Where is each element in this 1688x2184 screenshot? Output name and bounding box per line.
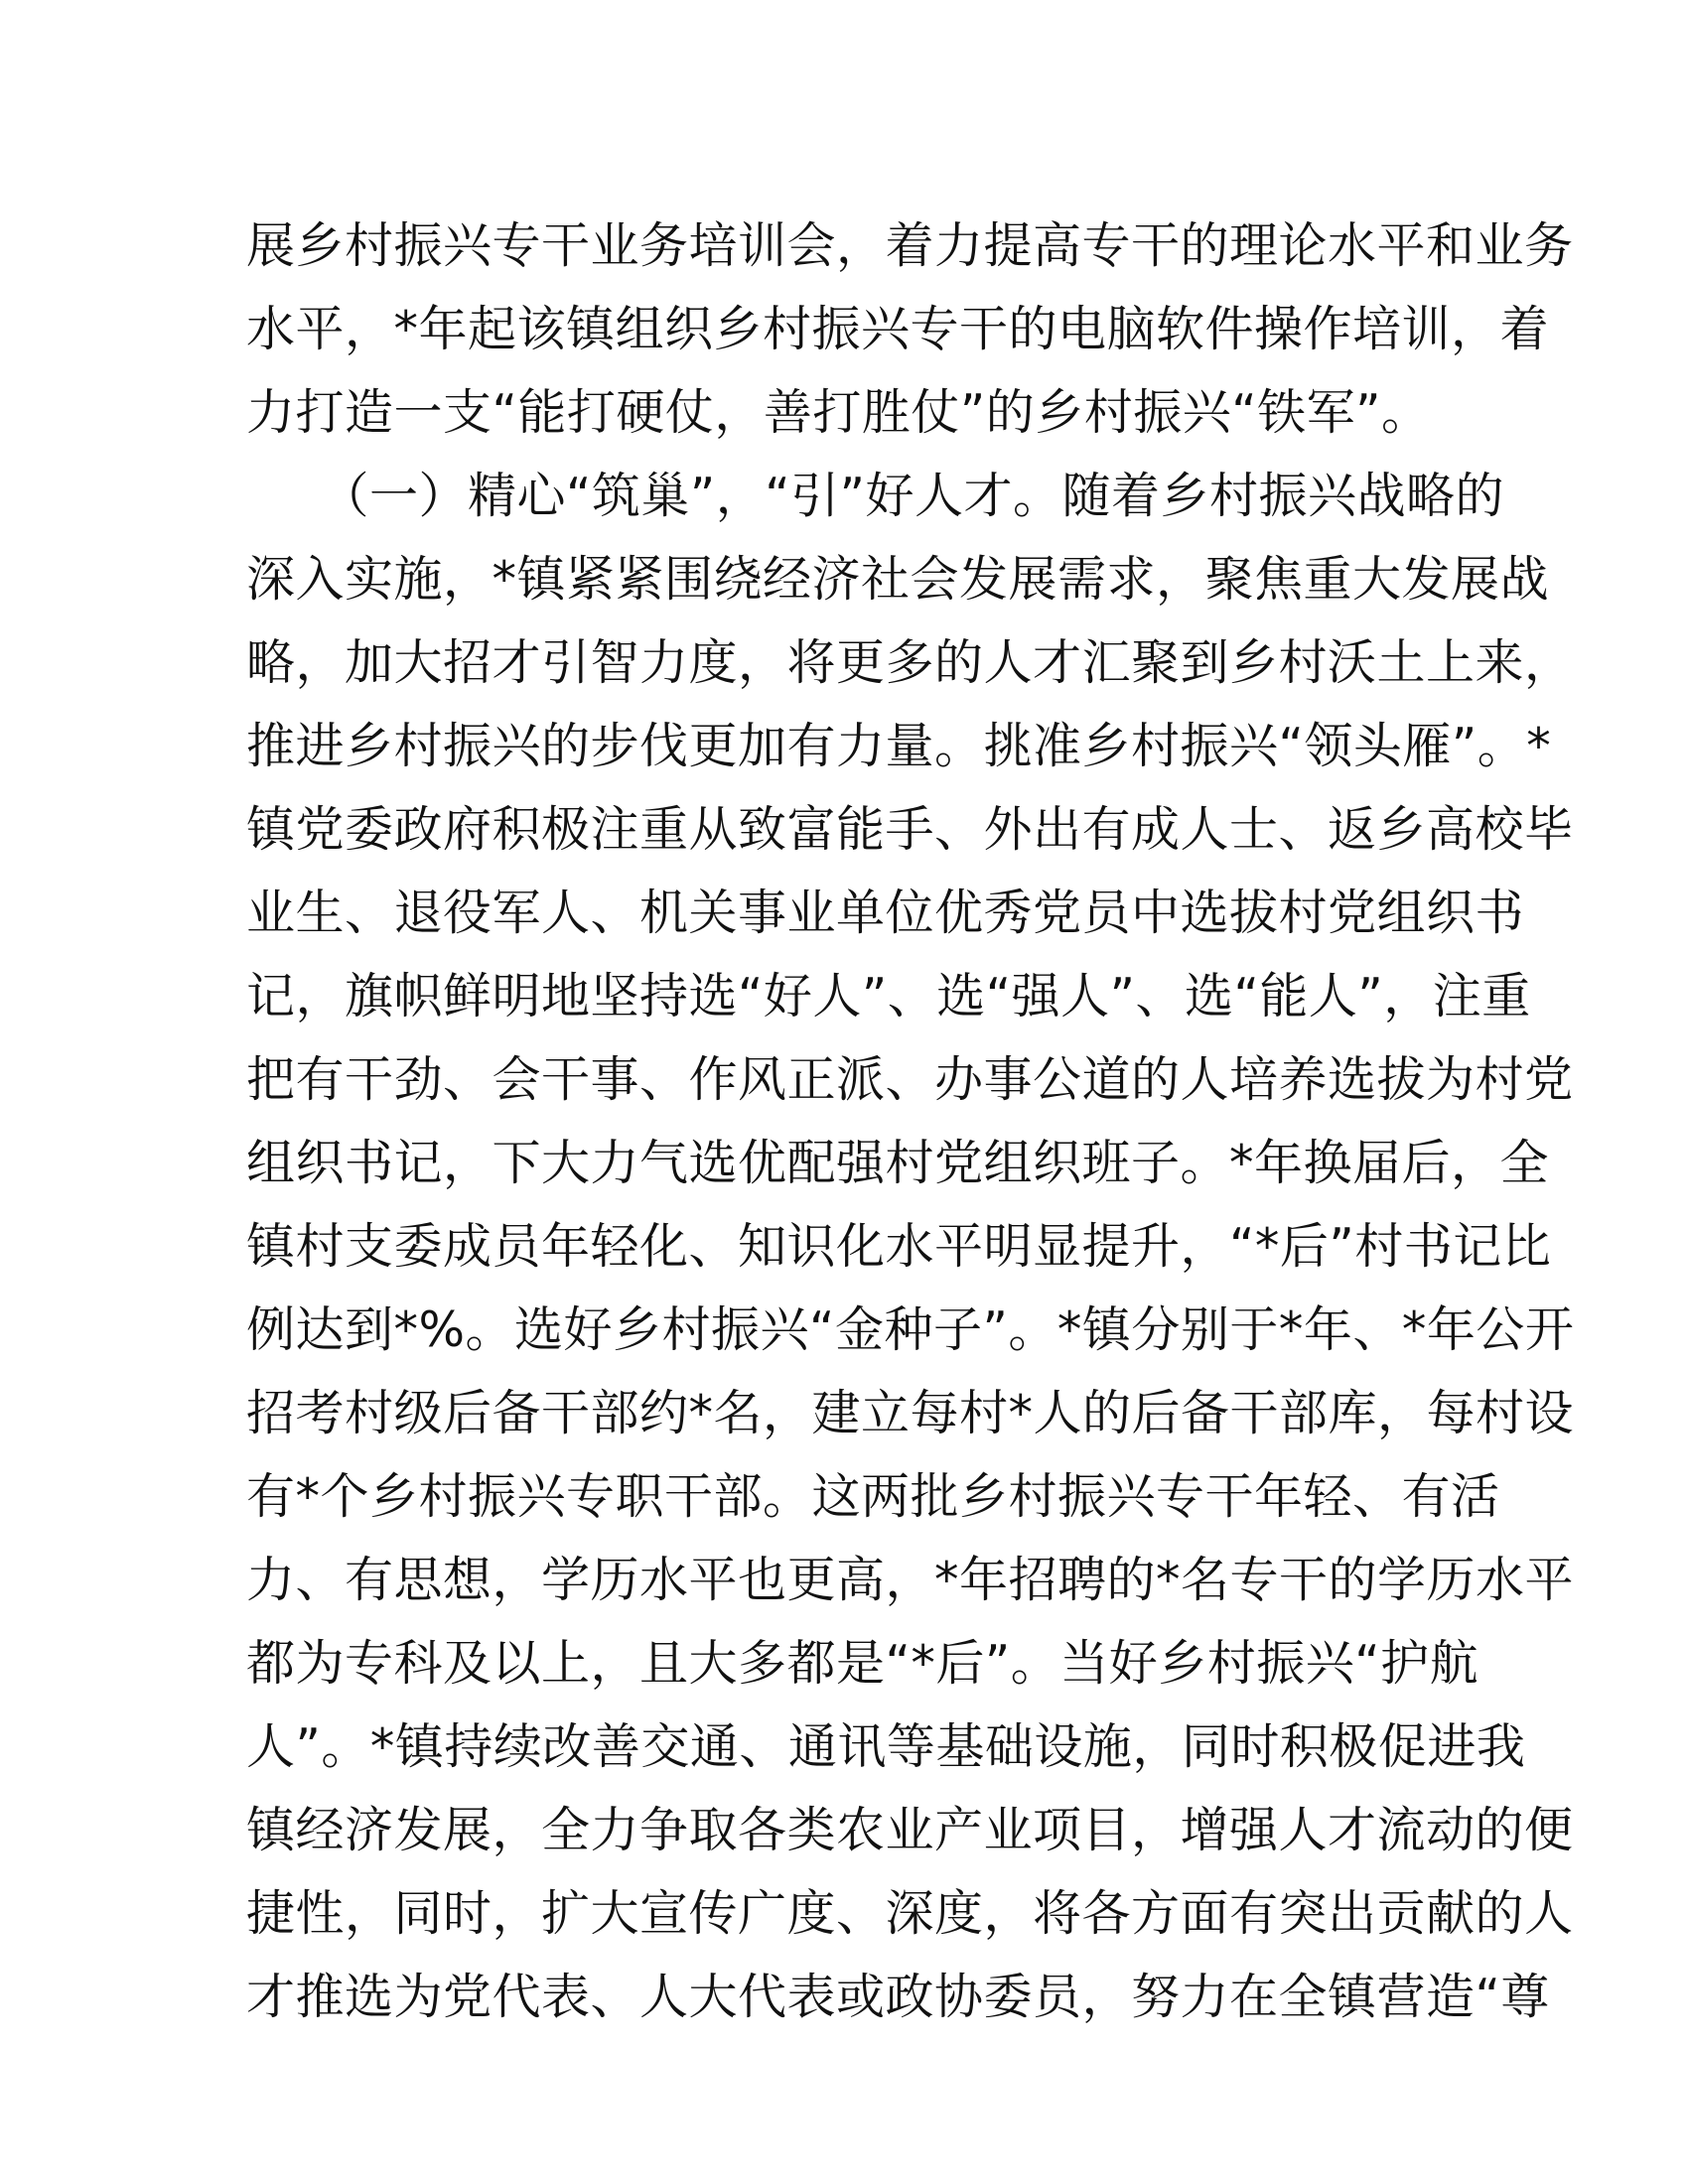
text-line: 招考村级后备干部约*名，建立每村*人的后备干部库，每村设 (246, 1385, 1575, 1441)
text-line: 把有干劲、会干事、作风正派、办事公道的人培养选拔为村党 (246, 1051, 1574, 1108)
text-line: 镇经济发展，全力争取各类农业产业项目，增强人才流动的便 (246, 1802, 1574, 1858)
text-line: 业生、退役军人、机关事业单位优秀党员中选拔村党组织书 (246, 885, 1525, 941)
text-line: 人”。*镇持续改善交通、通讯等基础设施，同时积极促进我 (246, 1718, 1526, 1775)
text-line: 展乡村振兴专干业务培训会，着力提高专干的理论水平和业务 (246, 217, 1574, 274)
body-text (246, 205, 1575, 2039)
text-line: 力打造一支“能打硬仗，善打胜仗”的乡村振兴“铁军”。 (246, 384, 1431, 441)
text-line: 才推选为党代表、人大代表或政协委员，努力在全镇营造“尊 (246, 1969, 1550, 2025)
text-line: （一）精心“筑巢”，“引”好人才。随着乡村振兴战略的 (246, 468, 1505, 524)
text-line: 例达到*%。选好乡村振兴“金种子”。*镇分别于*年、*年公开 (246, 1301, 1575, 1358)
text-line: 记，旗帜鲜明地坚持选“好人”、选“强人”、选“能人”，注重 (246, 968, 1531, 1024)
text-line: 都为专科及以上，且大多都是“*后”。当好乡村振兴“护航 (246, 1635, 1479, 1692)
text-line: 力、有思想，学历水平也更高，*年招聘的*名专干的学历水平 (246, 1552, 1575, 1608)
text-line: 组织书记，下大力气选优配强村党组织班子。*年换届后，全 (246, 1135, 1550, 1191)
text-line: 有*个乡村振兴专职干部。这两批乡村振兴专干年轻、有活 (246, 1468, 1500, 1525)
text-line: 镇村支委成员年轻化、知识化水平明显提升，“*后”村书记比 (246, 1218, 1552, 1275)
text-line: 捷性，同时，扩大宣传广度、深度，将各方面有突出贡献的人 (246, 1885, 1574, 1942)
text-line: 深入实施，*镇紧紧围绕经济社会发展需求，聚焦重大发展战 (246, 551, 1550, 608)
text-line: 推进乡村振兴的步伐更加有力量。挑准乡村振兴“领头雁”。* (246, 718, 1552, 774)
text-line: 镇党委政府积极注重从致富能手、外出有成人士、返乡高校毕 (246, 801, 1574, 858)
text-line: 略，加大招才引智力度，将更多的人才汇聚到乡村沃土上来， (246, 634, 1574, 691)
text-line: 水平，*年起该镇组织乡村振兴专干的电脑软件操作培训，着 (246, 301, 1550, 357)
